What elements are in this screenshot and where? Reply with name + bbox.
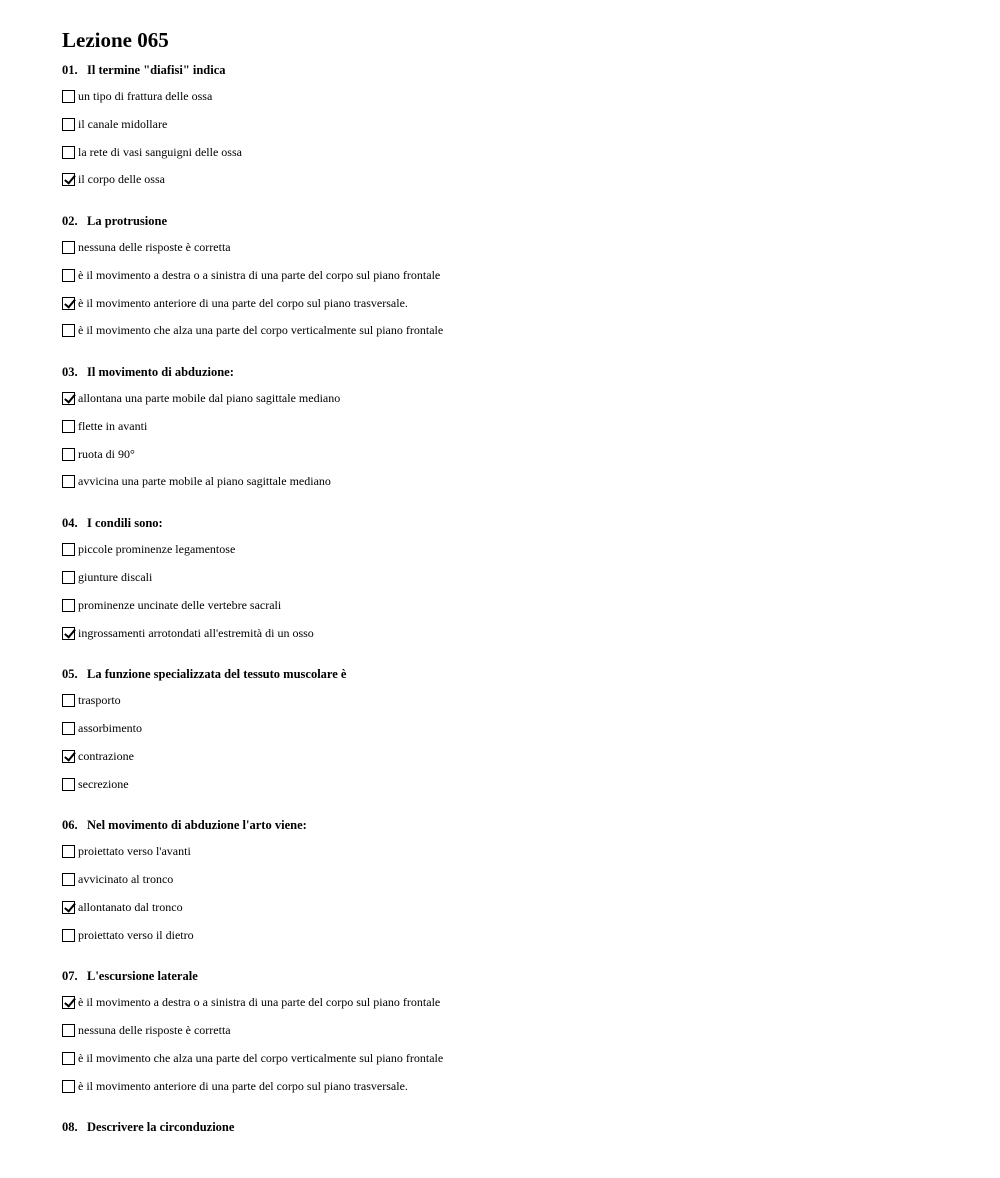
option-label: contrazione <box>78 749 134 763</box>
answer-option[interactable] <box>62 776 129 792</box>
option-label: un tipo di frattura delle ossa <box>78 89 213 103</box>
question-text: Descrivere la circonduzione <box>87 1120 235 1134</box>
checkbox[interactable] <box>62 448 75 461</box>
answer-option[interactable] <box>62 239 231 255</box>
checkbox[interactable] <box>62 571 75 584</box>
option-label: ingrossamenti arrotondati all'estremità di un osso <box>78 626 314 640</box>
answer-option[interactable] <box>62 899 183 915</box>
checkbox[interactable] <box>62 1052 75 1065</box>
question-number: 07. <box>62 969 78 983</box>
answer-option[interactable] <box>62 692 121 708</box>
checkbox[interactable] <box>62 543 75 556</box>
option-label: la rete di vasi sanguigni delle ossa <box>78 145 242 159</box>
lesson-title: Lezione 065 <box>62 28 169 52</box>
option-label: è il movimento che alza una parte del corpo verticalmente sul piano frontale <box>78 323 444 337</box>
answer-option[interactable] <box>62 1078 408 1094</box>
checkbox[interactable] <box>62 1080 75 1093</box>
checkbox[interactable] <box>62 929 75 942</box>
question-number: 05. <box>62 667 78 681</box>
answer-option[interactable] <box>62 541 235 557</box>
question-heading <box>62 213 167 229</box>
option-label: secrezione <box>78 777 129 791</box>
question-heading <box>62 1119 234 1135</box>
checkbox[interactable] <box>62 90 75 103</box>
question-heading <box>62 666 346 682</box>
question-text: Nel movimento di abduzione l'arto viene: <box>87 818 307 832</box>
question-heading <box>62 62 226 78</box>
question-text: L'escursione laterale <box>87 969 198 983</box>
option-label: è il movimento anteriore di una parte del corpo sul piano trasversale. <box>78 1079 408 1093</box>
answer-option[interactable] <box>62 569 152 585</box>
checkbox[interactable] <box>62 269 75 282</box>
option-label: è il movimento anteriore di una parte del corpo sul piano trasversale. <box>78 296 408 310</box>
question-number: 01. <box>62 63 78 77</box>
answer-option[interactable] <box>62 597 281 613</box>
question-text: I condili sono: <box>87 516 163 530</box>
question-heading <box>62 364 234 380</box>
checkbox[interactable] <box>62 173 75 186</box>
option-label: è il movimento a destra o a sinistra di una parte del corpo sul piano frontale <box>78 268 441 282</box>
checkbox[interactable] <box>62 146 75 159</box>
option-label: nessuna delle risposte è corretta <box>78 1023 231 1037</box>
answer-option[interactable] <box>62 748 134 764</box>
checkbox[interactable] <box>62 118 75 131</box>
option-label: avvicinato al tronco <box>78 872 174 886</box>
option-label: è il movimento che alza una parte del corpo verticalmente sul piano frontale <box>78 1051 444 1065</box>
answer-option[interactable] <box>62 1022 231 1038</box>
checkbox[interactable] <box>62 627 75 640</box>
answer-option[interactable] <box>62 446 135 462</box>
question-number: 02. <box>62 214 78 228</box>
question-heading <box>62 968 198 984</box>
checkbox[interactable] <box>62 599 75 612</box>
option-label: proiettato verso l'avanti <box>78 844 191 858</box>
checkbox[interactable] <box>62 722 75 735</box>
answer-option[interactable] <box>62 1050 443 1066</box>
answer-option[interactable] <box>62 927 194 943</box>
question-text: La funzione specializzata del tessuto muscolare è <box>87 667 347 681</box>
answer-option[interactable] <box>62 994 440 1010</box>
checkbox[interactable] <box>62 873 75 886</box>
answer-option[interactable] <box>62 720 142 736</box>
answer-option[interactable] <box>62 871 173 887</box>
option-label: avvicina una parte mobile al piano sagittale mediano <box>78 474 331 488</box>
option-label: proiettato verso il dietro <box>78 928 194 942</box>
question-heading <box>62 515 163 531</box>
option-label: trasporto <box>78 693 121 707</box>
checkbox[interactable] <box>62 324 75 337</box>
answer-option[interactable] <box>62 88 212 104</box>
option-label: piccole prominenze legamentose <box>78 542 236 556</box>
question-number: 06. <box>62 818 78 832</box>
answer-option[interactable] <box>62 295 408 311</box>
option-label: giunture discali <box>78 570 153 584</box>
option-label: il canale midollare <box>78 117 168 131</box>
option-label: allontanato dal tronco <box>78 900 183 914</box>
answer-option[interactable] <box>62 116 167 132</box>
answer-option[interactable] <box>62 267 440 283</box>
question-text: Il termine "diafisi" indica <box>87 63 226 77</box>
option-label: flette in avanti <box>78 419 148 433</box>
question-number: 03. <box>62 365 78 379</box>
checkbox[interactable] <box>62 901 75 914</box>
question-heading <box>62 817 307 833</box>
option-label: assorbimento <box>78 721 142 735</box>
checkbox[interactable] <box>62 778 75 791</box>
checkbox[interactable] <box>62 845 75 858</box>
answer-option[interactable] <box>62 843 191 859</box>
answer-option[interactable] <box>62 473 331 489</box>
checkbox[interactable] <box>62 750 75 763</box>
answer-option[interactable] <box>62 144 242 160</box>
question-number: 04. <box>62 516 78 530</box>
checkbox[interactable] <box>62 420 75 433</box>
checkbox[interactable] <box>62 392 75 405</box>
checkbox[interactable] <box>62 241 75 254</box>
option-label: ruota di 90° <box>78 447 135 461</box>
answer-option[interactable] <box>62 418 147 434</box>
checkbox[interactable] <box>62 1024 75 1037</box>
checkbox[interactable] <box>62 996 75 1009</box>
option-label: è il movimento a destra o a sinistra di una parte del corpo sul piano frontale <box>78 995 441 1009</box>
option-label: prominenze uncinate delle vertebre sacrali <box>78 598 282 612</box>
answer-option[interactable] <box>62 171 165 187</box>
checkbox[interactable] <box>62 694 75 707</box>
question-number: 08. <box>62 1120 78 1134</box>
answer-option[interactable] <box>62 625 314 641</box>
answer-option[interactable] <box>62 322 443 338</box>
option-label: il corpo delle ossa <box>78 172 165 186</box>
question-text: La protrusione <box>87 214 167 228</box>
checkbox[interactable] <box>62 475 75 488</box>
option-label: nessuna delle risposte è corretta <box>78 240 231 254</box>
checkbox[interactable] <box>62 297 75 310</box>
question-text: Il movimento di abduzione: <box>87 365 234 379</box>
option-label: allontana una parte mobile dal piano sagittale mediano <box>78 391 341 405</box>
answer-option[interactable] <box>62 390 340 406</box>
